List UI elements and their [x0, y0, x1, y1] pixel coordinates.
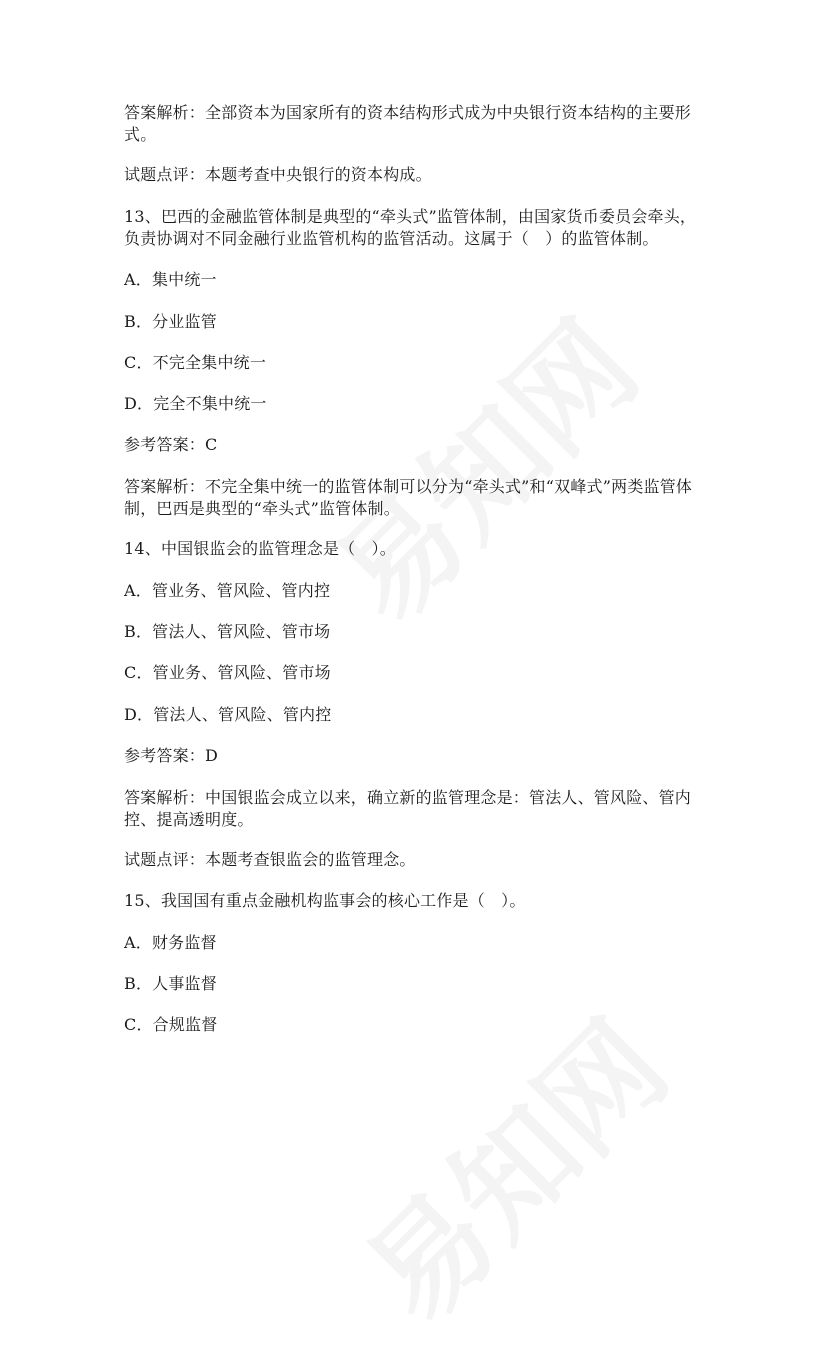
question-15: 15、我国国有重点金融机构监事会的核心工作是（ ）。 [124, 891, 526, 910]
answer-analysis-12: 答案解析：全部资本为国家所有的资本结构形式成为中央银行资本结构的主要形式。 [124, 103, 692, 144]
option-15-a: A．财务监督 [124, 933, 217, 952]
question-13: 13、巴西的金融监管体制是典型的“牵头式”监管体制，由国家货币委员会牵头，负责协调对不同金融行业监管机构的监管活动。这属于（ ）的监管体制。 [124, 207, 697, 248]
option-13-d: D．完全不集中统一 [124, 394, 267, 413]
option-14-d: D．管法人、管风险、管内控 [124, 705, 332, 724]
option-13-c: C．不完全集中统一 [124, 353, 267, 372]
option-14-a: A．管业务、管风险、管内控 [124, 581, 331, 600]
reference-answer-14: 参考答案：D [124, 746, 219, 765]
answer-analysis-14: 答案解析：中国银监会成立以来，确立新的监管理念是：管法人、管风险、管内控、提高透明度。 [124, 788, 692, 829]
option-13-b: B．分业监管 [124, 312, 217, 331]
option-14-b: B．管法人、管风险、管市场 [124, 622, 331, 641]
option-13-a: A．集中统一 [124, 270, 217, 289]
answer-analysis-13: 答案解析：不完全集中统一的监管体制可以分为“牵头式”和“双峰式”两类监管体制，巴西是典型的“牵头式”监管体制。 [124, 477, 693, 518]
comment-14: 试题点评：本题考查银监会的监管理念。 [124, 850, 416, 869]
comment-12: 试题点评：本题考查中央银行的资本构成。 [124, 165, 432, 184]
option-15-c: C．合规监督 [124, 1015, 218, 1034]
option-15-b: B．人事监督 [124, 974, 217, 993]
reference-answer-13: 参考答案：C [124, 435, 218, 454]
question-14: 14、中国银监会的监管理念是（ ）。 [124, 539, 396, 558]
option-14-c: C．管业务、管风险、管市场 [124, 663, 331, 682]
